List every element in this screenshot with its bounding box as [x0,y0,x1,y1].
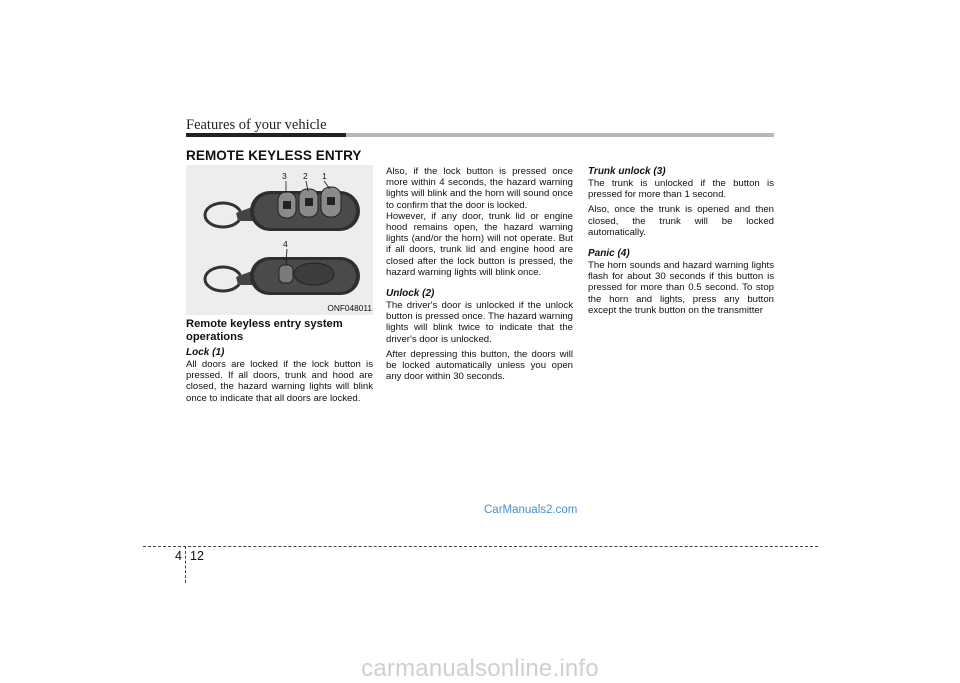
heading-panic: Panic (4) [588,248,630,260]
page-number-divider [185,546,186,583]
heading-lock: Lock (1) [186,347,225,358]
footer-rule [143,546,818,547]
header-rule-accent [186,133,346,137]
text-trunk-1: The trunk is unlocked if the button is pressed for more than 1 second. [588,178,774,201]
text-lock-hazard: However, if any door, trunk lid or engine hood remains open, the hazard warning lights (and/or the horn) will not operate. But if all doors, trunk lid and engine hood are closed after the lock button is pressed, the hazard warning lights will blink once. [386,210,573,278]
footer-site-watermark: carmanualsonline.info [361,655,599,682]
label-btn4: 4 [283,239,288,249]
section-title: REMOTE KEYLESS ENTRY [186,148,362,163]
label-btn3: 3 [282,171,287,181]
heading-trunk-unlock: Trunk unlock (3) [588,166,666,177]
label-btn1: 1 [322,171,327,181]
text-lock: All doors are locked if the lock button is pressed. If all doors, trunk and hood are closed, the hazard warning lights will blink once to indicate that all doors are locked. [186,359,373,404]
text-lock-continued: Also, if the lock button is pressed once more within 4 seconds, the hazard warning lights will blink and the horn will sound once to confirm that the door is locked. [386,166,573,211]
heading-rke-operations: Remote keyless entry system operations [186,318,343,343]
column-2 [386,166,573,382]
text-panic: The horn sounds and hazard warning lights flash for about 30 seconds if this button is pressed for more than 0.5 second. To stop the horn and lights, press any button except the trunk button on the transmitter [588,260,774,316]
figure-code: ONF048011 [327,303,372,313]
text-trunk-2: Also, once the trunk is opened and then closed, the trunk will be locked automatically. [588,204,774,238]
column-3 [588,166,774,316]
column-1 [186,318,373,404]
heading-unlock: Unlock (2) [386,288,435,300]
header-title: Features of your vehicle [186,117,327,133]
text-unlock-2: After depressing this button, the doors will be locked automatically unless you open any door within 30 seconds. [386,348,573,383]
page-section-number: 4 [175,549,182,563]
key-fob-figure [186,165,373,315]
watermark-link[interactable]: CarManuals2.com [484,504,578,516]
label-btn2: 2 [303,171,308,181]
text-unlock-1: The driver's door is unlocked if the unlock button is pressed once. The hazard warning lights will blink twice to indicate that the driver's door is unlocked. [386,300,573,345]
page-number: 12 [190,549,204,563]
